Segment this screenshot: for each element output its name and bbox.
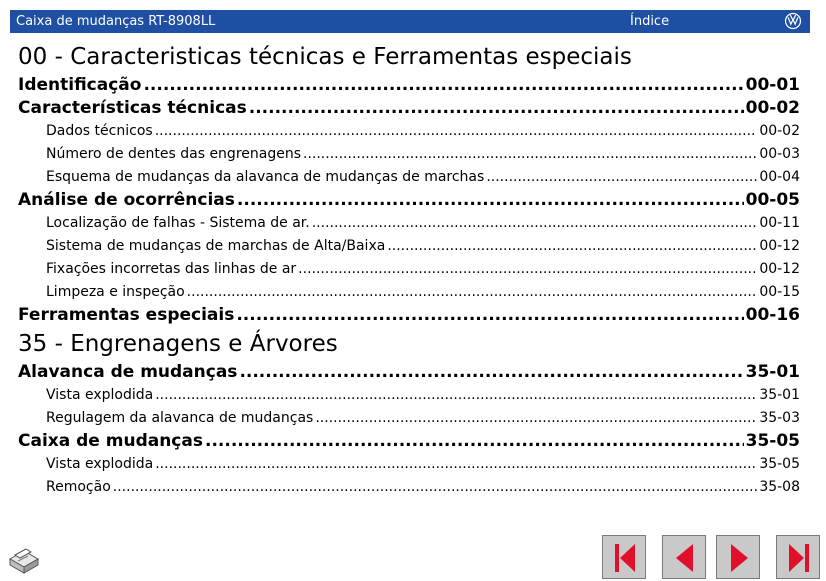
toc-entry[interactable] [18,74,800,97]
table-of-contents [18,40,800,499]
toc-entry-page: 00-04 [759,169,800,185]
dot-leader [187,281,758,304]
toc-entry[interactable] [18,97,800,120]
toc-subentry[interactable] [18,453,800,476]
toc-subentry[interactable] [18,212,800,235]
toc-entry-label: Localização de falhas - Sistema de ar. [46,215,310,231]
last-page-button[interactable] [776,535,820,579]
section-heading: 35 - Engrenagens e Árvores [18,331,338,357]
dot-leader [387,235,757,258]
dot-leader [155,384,757,407]
toc-entry-page: 35-03 [759,410,800,426]
toc-entry-page: 00-11 [759,215,800,231]
index-link[interactable]: Índice [630,14,670,29]
dot-leader [315,407,757,430]
toc-entry-page: 00-02 [745,98,800,118]
toc-entry-page: 00-01 [745,75,800,95]
toc-entry-page: 00-05 [745,190,800,210]
toc-entry-page: 00-16 [745,305,800,325]
toc-entry-label: Regulagem da alavanca de mudanças [46,410,314,426]
printer-icon[interactable] [4,537,44,577]
section-heading: 00 - Caracteristicas técnicas e Ferramentas especiais [18,44,632,70]
toc-entry-page: 35-05 [745,431,800,451]
bottom-toolbar [0,533,826,581]
dot-leader [303,143,757,166]
toc-subentry[interactable] [18,258,800,281]
dot-leader [249,97,744,120]
dot-leader [236,304,743,327]
next-page-icon [717,536,761,580]
toc-entry[interactable] [18,430,800,453]
document-title: Caixa de mudanças RT-8908LL [16,14,216,29]
toc-subentry[interactable] [18,476,800,499]
toc-entry-label: Remoção [46,479,111,495]
toc-entry-page: 00-12 [759,261,800,277]
toc-subentry[interactable] [18,281,800,304]
header-bar [10,10,810,33]
toc-entry-label: Ferramentas especiais [18,305,235,325]
toc-entry[interactable] [18,361,800,384]
dot-leader [205,430,744,453]
first-page-button[interactable] [602,535,646,579]
toc-subentry[interactable] [18,384,800,407]
toc-entry-label: Alavanca de mudanças [18,362,238,382]
dot-leader [237,189,744,212]
toc-entry-label: Características técnicas [18,98,247,118]
toc-subentry[interactable] [18,235,800,258]
toc-subentry[interactable] [18,407,800,430]
dot-leader [486,166,757,189]
toc-entry-page: 00-03 [759,146,800,162]
toc-entry-label: Dados técnicos [46,123,153,139]
toc-entry-page: 35-08 [759,479,800,495]
dot-leader [239,361,743,384]
toc-subentry[interactable] [18,166,800,189]
dot-leader [298,258,757,281]
last-page-icon [777,536,821,580]
toc-entry-label: Limpeza e inspeção [46,284,185,300]
toc-entry-label: Caixa de mudanças [18,431,203,451]
toc-entry-label: Sistema de mudanças de marchas de Alta/Baixa [46,238,386,254]
toc-subentry[interactable] [18,143,800,166]
toc-entry-label: Identificação [18,75,142,95]
dot-leader [143,74,743,97]
toc-entry-label: Vista explodida [46,456,154,472]
previous-page-button[interactable] [662,535,706,579]
dot-leader [312,212,758,235]
toc-entry-label: Fixações incorretas das linhas de ar [46,261,297,277]
toc-entry[interactable] [18,304,800,327]
toc-subentry[interactable] [18,120,800,143]
vw-logo-icon [784,12,802,30]
toc-entry-label: Esquema de mudanças da alavanca de mudanças de marchas [46,169,485,185]
next-page-button[interactable] [716,535,760,579]
toc-entry-label: Análise de ocorrências [18,190,235,210]
toc-entry-label: Número de dentes das engrenagens [46,146,301,162]
previous-page-icon [663,536,707,580]
toc-entry-page: 00-12 [759,238,800,254]
toc-entry-page: 00-02 [759,123,800,139]
toc-entry-page: 35-01 [759,387,800,403]
toc-entry-page: 00-15 [759,284,800,300]
dot-leader [155,453,757,476]
first-page-icon [603,536,647,580]
toc-entry-page: 35-01 [745,362,800,382]
dot-leader [113,476,758,499]
toc-entry[interactable] [18,189,800,212]
toc-entry-label: Vista explodida [46,387,154,403]
toc-entry-page: 35-05 [759,456,800,472]
dot-leader [155,120,758,143]
